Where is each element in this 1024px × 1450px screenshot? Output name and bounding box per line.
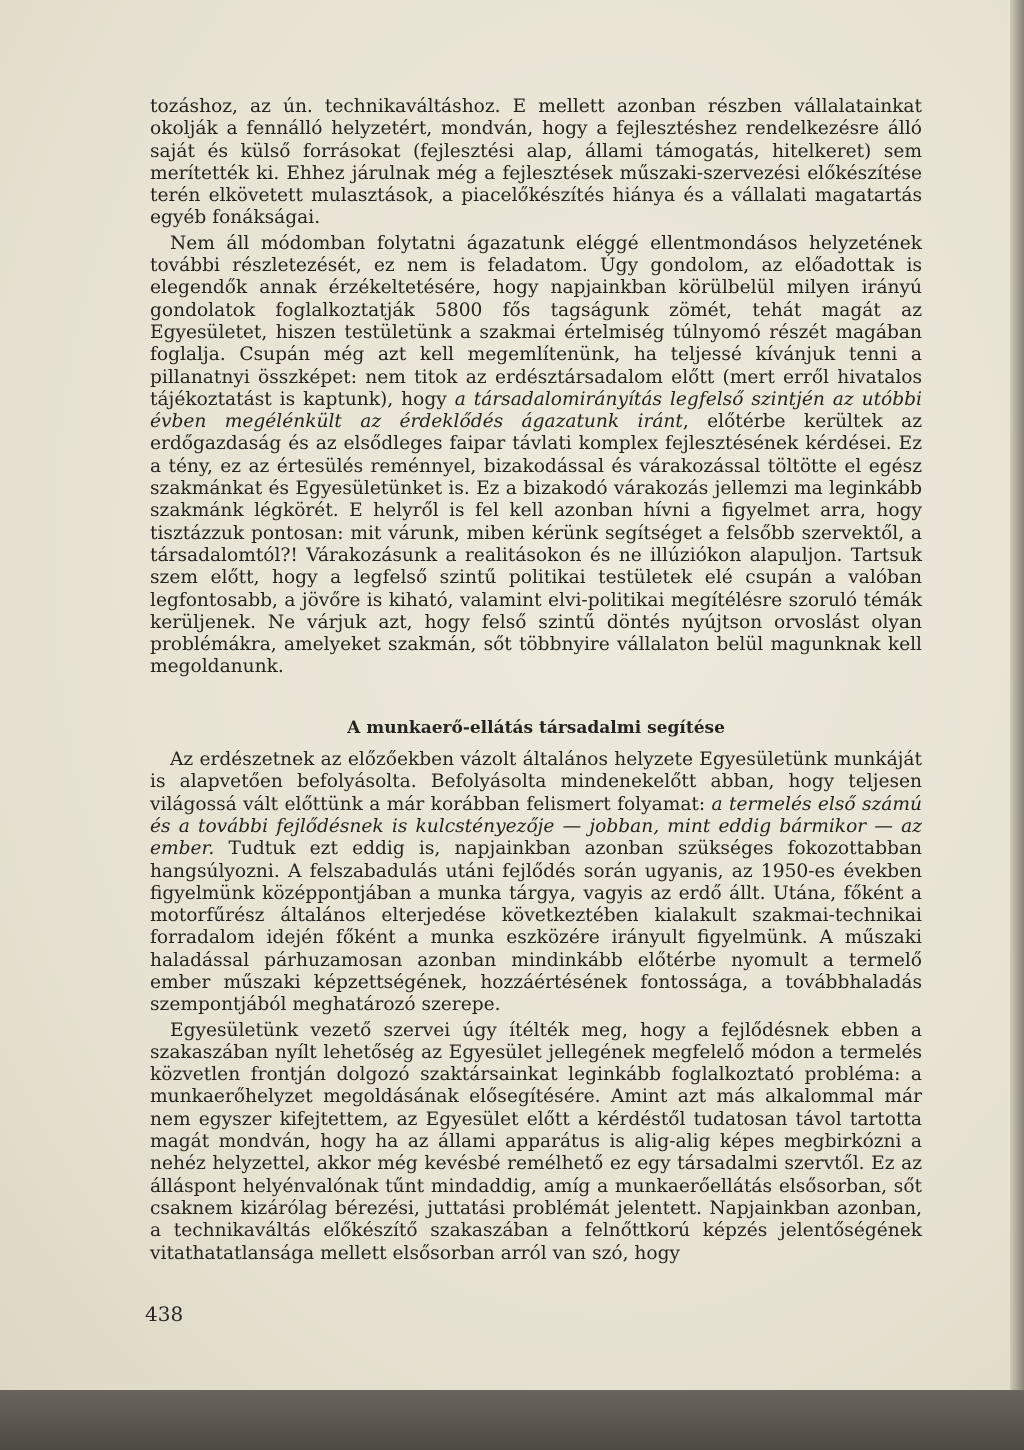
paragraph bbox=[150, 749, 922, 1017]
section-heading: A munkaerő-ellátás társadalmi segítése bbox=[347, 717, 725, 738]
paragraphs-top bbox=[150, 96, 922, 679]
italic-text: a termelés első számú és a további fejlődésnek is kulcstényezője — jobban, mint eddig bármikor — az ember. bbox=[150, 793, 922, 860]
text-run: Tudtuk ezt eddig is, napjainkban azonban szükséges fokozottabban hangsúlyozni. A felszabadulás utáni fejlődés során ugyanis, az 1950-es években figyelmünk középpontjában a munka tárgya, vagyis az erdő állt. Utána, főként a motorfűrész általános elterjedése következtében kialakult szakmai-technikai forradalom idején főként a munka eszközére irányult figyelmünk. A műszaki haladással párhuzamosan azonban mindinkább előtérbe nyomult a termelő ember műszaki képzettségének, hozzáértésének fontossága, a továbbhaladás szempontjából meghatározó szerepe. bbox=[150, 838, 922, 1016]
text-run: tozáshoz, az ún. technikaváltáshoz. E mellett azonban részben vállalatainkat okolják a fennálló helyzetért, mondván, hogy a fejlesztéshez rendelkezésre álló saját és külső forrásokat (fejlesztési alap, állami támogatás, hitelkeret) sem merítették ki. Ehhez járulnak még a fejlesztések műszaki-szervezési előkészítése terén elkövetett mulasztások, a piacelőkészítés hiánya és a vállalati magatartás egyéb fonákságai. bbox=[150, 96, 922, 229]
page-body bbox=[150, 96, 922, 1265]
paragraph bbox=[150, 96, 922, 230]
paragraph bbox=[150, 233, 922, 679]
page-number: 438 bbox=[145, 1302, 184, 1326]
text-run: Nem áll módomban folytatni ágazatunk eléggé ellentmondásos helyzetének további részletezését, ez nem is feladatom. Úgy gondolom, az előadottak is elegendők annak érzékeltetésére, hogy napjainkban körülbelül milyen irányú gondolatok foglalkoztatják 5800 fős tagságunk zömét, tehát magát az Egyesületet, hiszen testületünk a szakmai értelmiség túlnyomó részét magában foglalja. Csupán még azt kell megemlítenünk, ha teljessé kívánjuk tenni a pillanatnyi összképet: nem titok az erdésztársadalom előtt (mert erről hivatalos tájékoztatást is kaptunk), hogy bbox=[150, 232, 922, 410]
text-run: , előtérbe kerültek az erdőgazdaság és az elsődleges faipar távlati komplex fejlesztésének kérdései. Ez a tény, ez az értesülés reménnyel, bizakodással és várakozással töltötte el egész szakmánkat és Egyesületünket is. Ez a bizakodó várakozás jellemzi ma leginkább szakmánk légkörét. E helyről is fel kell azonban hívni a figyelmet arra, hogy tisztázzuk pontosan: mit várunk, miben kérünk segítséget a felsőbb szervektől, a társadalomtól?! Várakozásunk a realitásokon és ne illúziókon alapuljon. Tartsuk szem előtt, hogy a legfelső szintű politikai testületek elé csupán a valóban legfontosabb, a jövőre is kiható, valamint elvi-politikai megítélésre szoruló témák kerüljenek. Ne várjuk azt, hogy felső szintű döntés nyújtson orvoslást olyan problémákra, amelyeket szakmán, sőt többnyire vállalaton belül magunknak kell megoldanunk. bbox=[150, 411, 922, 678]
scan-background bbox=[0, 1390, 1024, 1450]
paragraph bbox=[150, 1020, 922, 1265]
text-run: Az erdészetnek az előzőekben vázolt általános helyzete Egyesületünk munkáját is alapvetően befolyásolta. Befolyásolta mindenekelőtt abban, hogy teljesen világossá vált előttünk a már korábban felismert folyamat: bbox=[150, 749, 922, 815]
page-edge bbox=[1010, 0, 1024, 1390]
italic-text: a társadalomirányítás legfelső szintjén az utóbbi évben megélénkült az érdeklődés ágazatunk iránt bbox=[150, 388, 923, 433]
text-run: Egyesületünk vezető szervei úgy ítélték meg, hogy a fejlődésnek ebben a szakaszában nyílt lehetőség az Egyesület jellegének megfelelő módon a termelés közvetlen frontján dolgozó szaktársainkat leginkább foglalkoztató probléma: a munkaerőhelyzet megoldásának elősegítésére. Amint azt más alkalommal már nem egyszer kifejtettem, az Egyesület előtt a kérdéstől tudatosan távol tartotta magát mondván, hogy ha az állami apparátus is alig-alig képes megbirkózni a nehéz helyzettel, akkor még kevésbé remélhető ez egy társadalmi szervtől. Ez az álláspont helyénvalónak tűnt mindaddig, amíg a munkaerőellátás elsősorban, sőt csaknem kizárólag bérezési, juttatási problémát jelentett. Napjainkban azonban, a technikaváltás előkészítő szakaszában a felnőttkorú képzés jelentőségének vitathatatlansága mellett elsősorban arról van szó, hogy bbox=[150, 1019, 922, 1264]
paragraphs-bottom bbox=[150, 749, 922, 1265]
